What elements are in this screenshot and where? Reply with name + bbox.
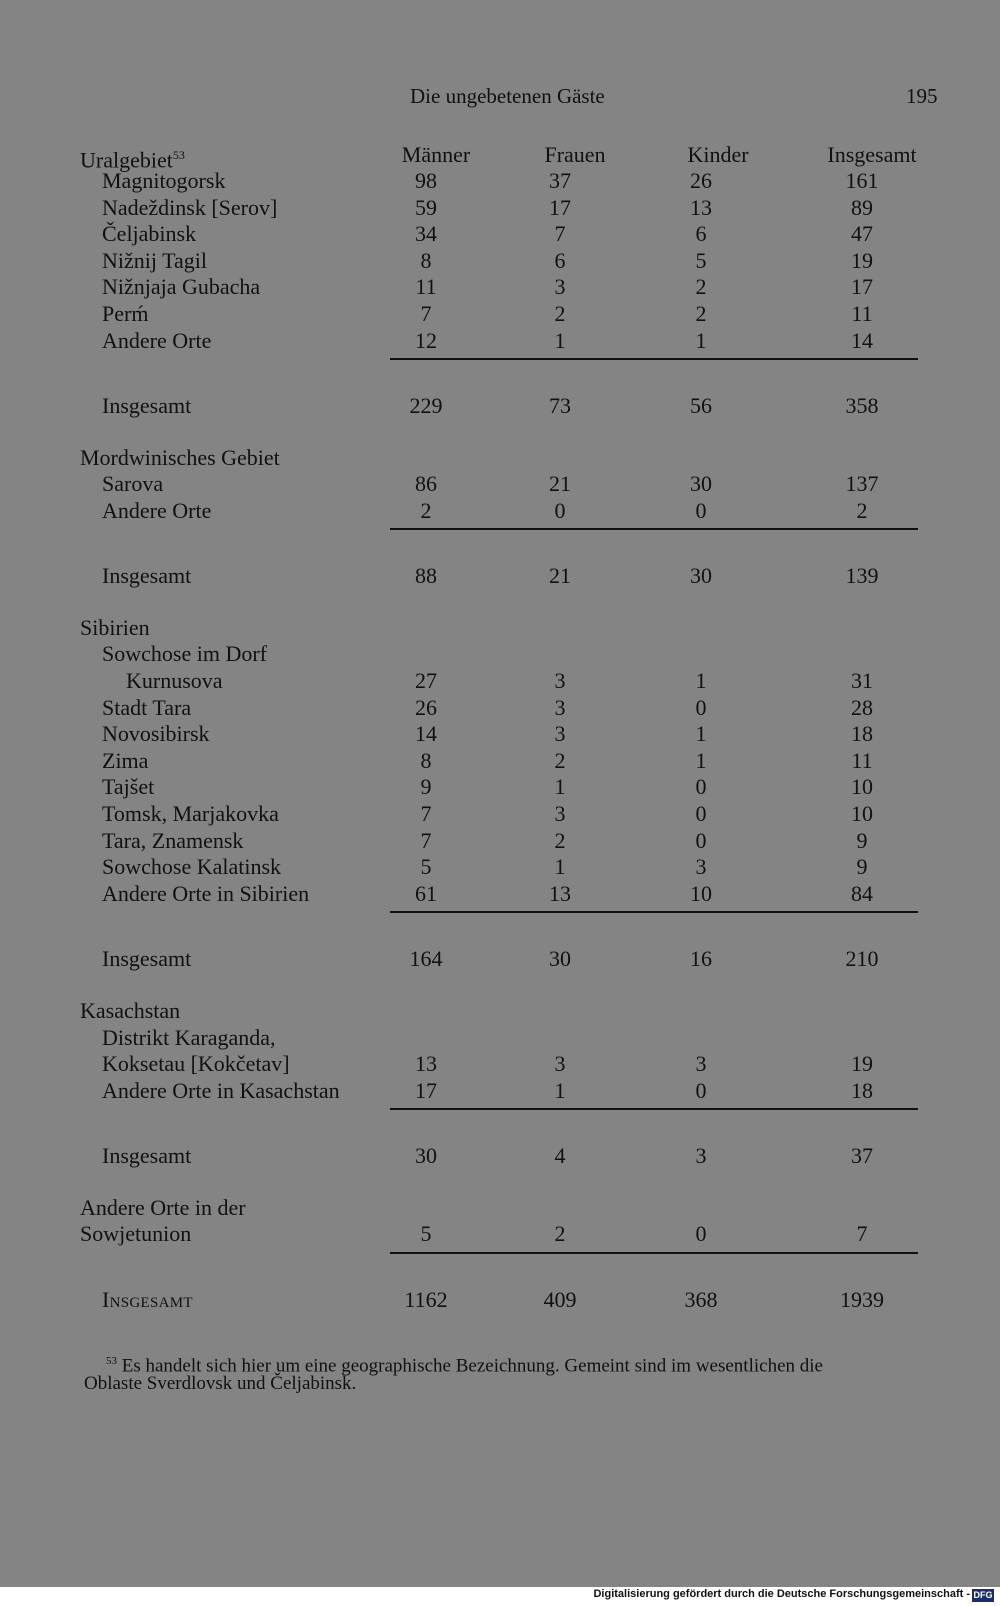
cell-kinder: 10 — [690, 880, 712, 906]
row-label: Čeljabinsk — [102, 221, 197, 247]
cell-insgesamt: 7 — [856, 1221, 868, 1247]
cell-maenner: 27 — [415, 668, 437, 694]
cell-kinder: 0 — [695, 774, 707, 800]
subtotal-maenner: 164 — [409, 946, 443, 972]
subtotal-kinder: 16 — [690, 946, 712, 972]
cell-frauen: 0 — [554, 497, 566, 523]
cell-maenner: 2 — [420, 497, 432, 523]
row-label: Stadt Tara — [102, 694, 192, 720]
table-rule — [390, 911, 918, 913]
cell-maenner: 7 — [420, 827, 432, 853]
cell-frauen: 3 — [554, 1051, 566, 1077]
cell-insgesamt: 84 — [851, 880, 873, 906]
cell-kinder: 1 — [695, 747, 707, 773]
cell-maenner: 17 — [415, 1077, 437, 1103]
cell-insgesamt: 9 — [856, 854, 868, 880]
subtotal-frauen: 21 — [549, 563, 571, 588]
cell-kinder: 0 — [695, 827, 707, 853]
cell-insgesamt: 11 — [851, 301, 873, 326]
subtotal-frauen: 4 — [554, 1142, 566, 1168]
cell-insgesamt: 10 — [851, 801, 873, 827]
cell-insgesamt: 18 — [851, 1077, 873, 1103]
subtotal-label: Insgesamt — [102, 946, 192, 972]
row-label: Tajšet — [102, 774, 155, 800]
cell-insgesamt: 10 — [851, 774, 873, 800]
row-label: Sarova — [102, 471, 164, 497]
grand-total-label: Insgesamt — [102, 1286, 193, 1312]
cell-maenner: 5 — [420, 1221, 432, 1247]
section-title: Andere Orte in der — [80, 1194, 246, 1220]
cell-frauen: 1 — [554, 327, 566, 353]
cell-frauen: 1 — [554, 1077, 566, 1103]
cell-kinder: 26 — [690, 168, 712, 193]
cell-frauen: 37 — [549, 168, 571, 193]
row-label: Tomsk, Marjakovka — [102, 801, 279, 827]
table-rule — [390, 1252, 918, 1254]
cell-frauen: 1 — [554, 774, 566, 800]
subtotal-label: Insgesamt — [102, 392, 192, 418]
row-label: Sowchose im Dorf — [102, 641, 267, 667]
subtotal-insgesamt: 210 — [845, 946, 879, 972]
subtotal-label: Insgesamt — [102, 563, 192, 588]
cell-maenner: 9 — [420, 774, 432, 800]
page-number: 195 — [906, 84, 938, 108]
subtotal-maenner: 30 — [415, 1142, 437, 1168]
row-label: Sowchose Kalatinsk — [102, 854, 282, 880]
column-header-kinder: Kinder — [687, 142, 749, 167]
cell-maenner: 12 — [415, 327, 437, 353]
grand-total-kinder: 368 — [684, 1286, 718, 1312]
cell-insgesamt: 31 — [851, 668, 873, 694]
subtotal-insgesamt: 139 — [845, 563, 879, 588]
row-label: Nižnjaja Gubacha — [102, 274, 261, 300]
cell-insgesamt: 28 — [851, 694, 873, 720]
cell-frauen: 6 — [554, 247, 566, 273]
row-label: Nadeždinsk [Serov] — [102, 194, 278, 220]
row-label: Perḿ — [102, 301, 149, 326]
row-label: Magnitogorsk — [102, 168, 226, 193]
cell-frauen: 3 — [554, 694, 566, 720]
row-label: Andere Orte in Kasachstan — [102, 1077, 340, 1103]
cell-frauen: 17 — [549, 194, 571, 220]
column-header-maenner: Männer — [401, 142, 471, 167]
cell-frauen: 2 — [554, 1221, 566, 1247]
cell-kinder: 13 — [690, 194, 712, 220]
cell-maenner: 86 — [415, 471, 437, 497]
cell-insgesamt: 2 — [856, 497, 868, 523]
cell-frauen: 13 — [549, 880, 571, 906]
cell-frauen: 1 — [554, 854, 566, 880]
footnote-ref: 53 — [172, 148, 185, 162]
cell-frauen: 3 — [554, 801, 566, 827]
cell-insgesamt: 17 — [851, 274, 873, 300]
subtotal-frauen: 30 — [549, 946, 571, 972]
section-title-uralgebiet: Uralgebiet$^{53}$ — [80, 147, 185, 173]
cell-frauen: 3 — [554, 721, 566, 747]
subtotal-kinder: 56 — [690, 392, 712, 418]
row-label: Andere Orte in Sibirien — [102, 880, 310, 906]
subtotal-label: Insgesamt — [102, 1142, 192, 1168]
footnote-line2: Oblaste Sverdlovsk und Čeljabinsk. — [84, 1373, 357, 1394]
cell-insgesamt: 19 — [851, 1051, 873, 1077]
cell-frauen: 21 — [549, 471, 571, 497]
section-title: Sibirien — [80, 614, 150, 640]
subtotal-insgesamt: 358 — [845, 392, 879, 418]
cell-frauen: 2 — [554, 747, 566, 773]
cell-insgesamt: 47 — [851, 221, 873, 247]
cell-maenner: 61 — [415, 880, 437, 906]
section-title-line2: Sowjetunion — [80, 1221, 192, 1247]
cell-kinder: 0 — [695, 694, 707, 720]
column-header-insgesamt: Insgesamt — [827, 142, 917, 167]
section-title: Mordwinisches Gebiet — [80, 444, 280, 470]
cell-kinder: 6 — [695, 221, 707, 247]
table-rule — [390, 528, 918, 530]
cell-frauen: 3 — [554, 274, 566, 300]
cell-maenner: 11 — [415, 274, 437, 300]
cell-maenner: 8 — [420, 247, 432, 273]
cell-kinder: 0 — [695, 1221, 707, 1247]
cell-kinder: 0 — [695, 801, 707, 827]
cell-frauen: 2 — [554, 301, 566, 326]
section-title: Kasachstan — [80, 997, 181, 1023]
subtotal-maenner: 88 — [415, 563, 437, 588]
cell-maenner: 7 — [420, 301, 432, 326]
cell-maenner: 7 — [420, 801, 432, 827]
cell-insgesamt: 9 — [856, 827, 868, 853]
cell-kinder: 0 — [695, 1077, 707, 1103]
cell-maenner: 34 — [415, 221, 437, 247]
cell-kinder: 1 — [695, 327, 707, 353]
cell-kinder: 2 — [695, 274, 707, 300]
cell-insgesamt: 161 — [845, 168, 879, 193]
cell-insgesamt: 11 — [851, 747, 873, 773]
cell-kinder: 0 — [695, 497, 707, 523]
row-label: Andere Orte — [102, 497, 212, 523]
row-label: Distrikt Karaganda, — [102, 1024, 276, 1050]
cell-maenner: 59 — [415, 194, 437, 220]
row-label: Novosibirsk — [102, 721, 210, 747]
grand-total-frauen: 409 — [543, 1286, 577, 1312]
cell-maenner: 5 — [420, 854, 432, 880]
running-header-title: Die ungebetenen Gäste — [410, 84, 605, 108]
row-label: Tara, Znamensk — [102, 827, 244, 853]
subtotal-kinder: 30 — [690, 563, 712, 588]
cell-maenner: 13 — [415, 1051, 437, 1077]
subtotal-frauen: 73 — [549, 392, 571, 418]
cell-kinder: 3 — [695, 1051, 707, 1077]
column-header-frauen: Frauen — [544, 142, 606, 167]
grand-total-maenner: 1162 — [404, 1286, 448, 1312]
cell-kinder: 3 — [695, 854, 707, 880]
cell-frauen: 3 — [554, 668, 566, 694]
subtotal-maenner: 229 — [409, 392, 443, 418]
grand-total-insgesamt: 1939 — [840, 1286, 884, 1312]
subtotal-kinder: 3 — [695, 1142, 707, 1168]
cell-frauen: 7 — [554, 221, 566, 247]
cell-kinder: 5 — [695, 247, 707, 273]
dfg-logo-icon: DFG — [973, 1590, 993, 1600]
cell-kinder: 2 — [695, 301, 707, 326]
table-rule — [390, 358, 918, 360]
cell-frauen: 2 — [554, 827, 566, 853]
subtotal-insgesamt: 37 — [851, 1142, 873, 1168]
cell-insgesamt: 19 — [851, 247, 873, 273]
cell-kinder: 1 — [695, 721, 707, 747]
cell-insgesamt: 137 — [845, 471, 879, 497]
table-rule — [390, 1108, 918, 1110]
cell-kinder: 30 — [690, 471, 712, 497]
cell-insgesamt: 18 — [851, 721, 873, 747]
cell-insgesamt: 14 — [851, 327, 873, 353]
row-label: Kurnusova — [126, 668, 223, 694]
cell-insgesamt: 89 — [851, 194, 873, 220]
cell-maenner: 8 — [420, 747, 432, 773]
cell-maenner: 14 — [415, 721, 437, 747]
row-label: Andere Orte — [102, 327, 212, 353]
footnote-line1: Es handelt sich hier um eine geographische Bezeichnung. Gemeint sind im wesentlichen die — [121, 1355, 823, 1377]
cell-maenner: 26 — [415, 694, 437, 720]
cell-maenner: 98 — [415, 168, 437, 193]
row-label: Zima — [102, 747, 149, 773]
cell-kinder: 1 — [695, 668, 707, 694]
row-label: Koksetau [Kokčetav] — [102, 1051, 290, 1077]
footnote-marker: 53 — [106, 1355, 117, 1367]
row-label: Nižnij Tagil — [102, 247, 207, 273]
credit-text: Digitalisierung gefördert durch die Deutsche Forschungsgemeinschaft - — [593, 1588, 970, 1600]
